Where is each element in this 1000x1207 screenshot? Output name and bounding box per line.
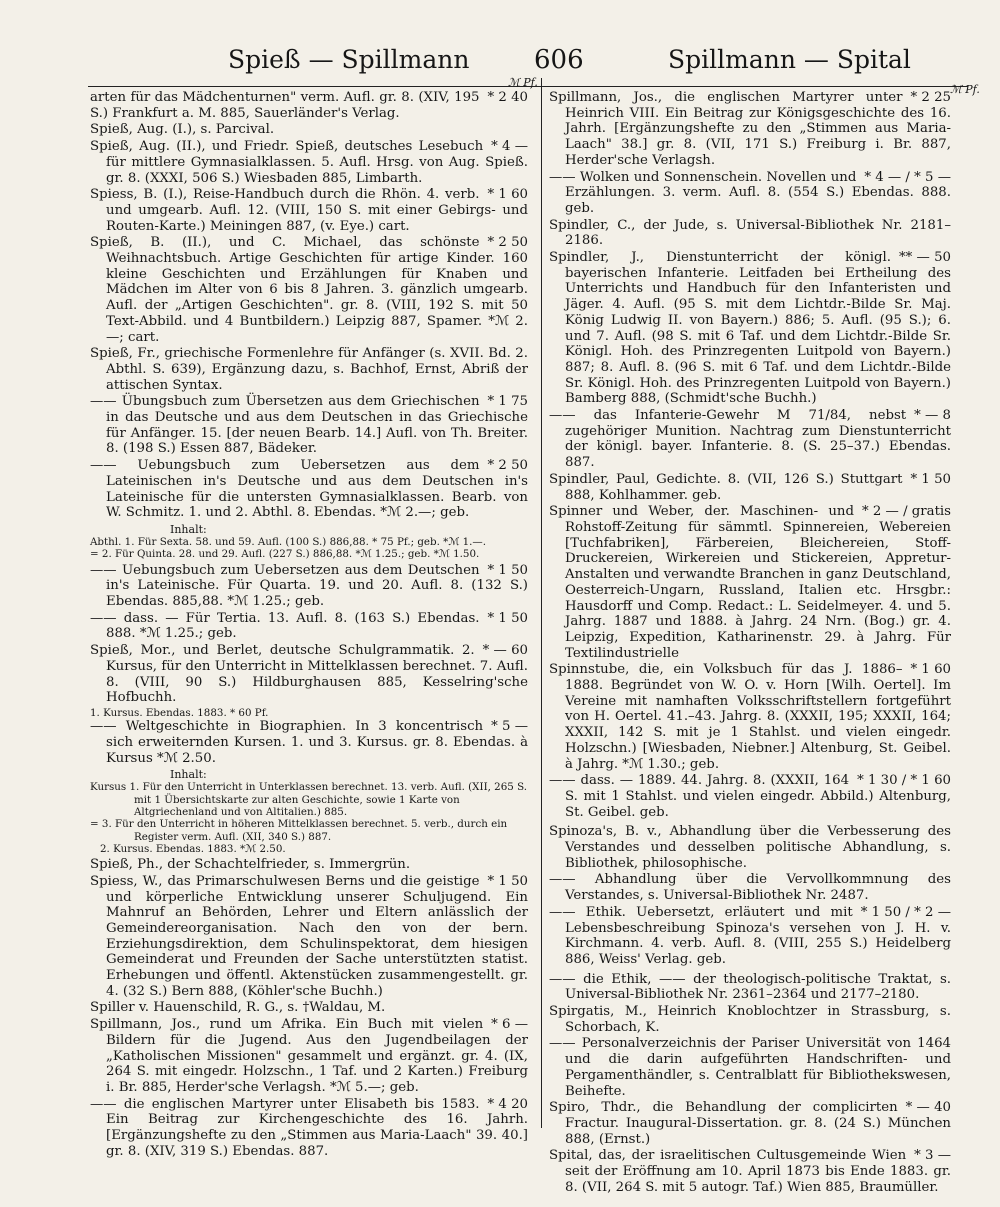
page-number: 606 (534, 45, 584, 75)
list-item: * 2 — / gratis Spinner und Weber, der. Maschinen- und Rohstoff-Zeitung für sämmtl. Spinnereien, Webereien [Tuchfabriken], Färbereien, Bleichereien, Stoff-Druckereien, Wirkereien und Stickereien, Appretur-Anstalten und verwandte Branchen in ganz Deutschland, Oesterreich-Ungarn, Russland, Italien etc. Hrsgbr.: Hausdorff und Comp. Redact.: L. Seidelmeyer. 4. und 5. Jahrg. 1887 und 1888. à Jahrg. 24 Nrn. (Bog.) gr. 4. Leipzig, Expedition, Katharinenstr. 29. à Jahrg. Für Textilindustrielle (549, 504, 951, 661)
list-item: * 3 — Spital, das, der israelitischen Cultusgemeinde Wien seit der Eröffnung am 10. April 1873 bis Ende 1883. gr. 8. (VII, 264 S. mit 5 autogr. Taf.) Wien 885, Braumüller. (549, 1148, 951, 1195)
contents-line: = 2. Für Quinta. 28. und 29. Aufl. (227 S.) 886,88. *ℳ 1.25.; geb. *ℳ 1.50. (90, 548, 480, 561)
list-item: * 2 50 Spieß, B. (II.), und C. Michael, das schönste Weihnachtsbuch. Artige Geschichten für artige Kinder. 160 kleine Geschichten und Erzählungen für Knaben und Mädchen im Alter von 6 bis 8 Jahren. 3. gänzlich umgearb. Aufl. der „Artigen Geschichten". gr. 8. (VIII, 192 S. mit 50 Text-Abbild. und 4 Buntbildern.) Leipzig 887, Spamer. *ℳ 2.—; cart. (90, 235, 528, 345)
list-item: Spinoza's, B. v., Abhandlung über die Verbesserung des Verstandes und desselben politische Abhandlung, s. Bibliothek, philosophische. (549, 824, 951, 871)
list-item: * 1 50 / * 2 — —— Ethik. Uebersetzt, erläutert und mit Lebensbeschreibung Spinoza's versehen von J. H. v. Kirchmann. 4. verb. Aufl. 8. (VIII, 255 S.) Heidelberg 886, Weiss' Verlag. geb. (549, 904, 951, 967)
right-column (549, 90, 951, 1197)
list-item: Spiller v. Hauenschild, R. G., s. †Waldau, M. (90, 1000, 386, 1016)
page-header (0, 45, 1000, 85)
contents-heading: Inhalt: (170, 768, 207, 782)
list-item: ** — 50 Spindler, J., Dienstunterricht der königl. bayerischen Infanterie. Leitfaden bei Ertheilung des Unterrichts und Handbuch für den Infanteristen und Jäger. 4. Aufl. (95 S. mit dem Lichtdr.-Bilde Sr. Maj. König Ludwig II. von Bayern.) 886; 5. Aufl. (95 S.); 6. und 7. Aufl. (98 S. mit 6 Taf. und dem Lichtdr.-Bilde Sr. Königl. Hoh. des Prinzregenten Luitpold von Bayern.) 887; 8. Aufl. 8. (96 S. mit 6 Taf. und dem Lichtdr.-Bilde Sr. Königl. Hoh. des Prinzregenten Luitpold von Bayern.) Bamberg 888, (Schmidt'sche Buchh.) (549, 250, 951, 407)
list-item: * 5 — —— Weltgeschichte in Biographien. In 3 koncentrisch sich erweiternden Kursen. 1. und 3. Kursus. gr. 8. Ebendas. à Kursus *ℳ 2.50. (90, 719, 528, 766)
list-item: Spirgatis, M., Heinrich Knoblochtzer in Strassburg, s. Schorbach, K. (549, 1004, 951, 1035)
currency-label-left: ℳ Pf. (508, 76, 538, 89)
list-item: * — 8 —— das Infanterie-Gewehr M 71/84, nebst zugehöriger Munition. Nachtrag zum Dienstunterricht der königl. bayer. Infanterie. 8. (S. 25–37.) Ebendas. 887. (549, 408, 951, 471)
contents-heading: Inhalt: (170, 522, 207, 536)
list-item: * 1 50 Spindler, Paul, Gedichte. 8. (VII, 126 S.) Stuttgart 888, Kohlhammer. geb. (549, 471, 951, 503)
list-item: Spieß, Fr., griechische Formenlehre für Anfänger (s. XVII. Bd. 2. Abthl. S. 639), Ergänzung dazu, s. Bachhof, Ernst, Abriß der attischen Syntax. (90, 346, 528, 393)
list-item: * 1 30 / * 1 60 —— dass. — 1889. 44. Jahrg. 8. (XXXII, 164 S. mit 1 Stahlst. und vielen eingedr. Abbild.) Altenburg, St. Geibel. geb. (549, 773, 951, 820)
list-item: * 4 — Spieß, Aug. (II.), und Friedr. Spieß, deutsches Lesebuch für mittlere Gymnasialklassen. 5. Aufl. Hrsg. von Aug. Spieß. gr. 8. (XXXI, 506 S.) Wiesbaden 885, Limbarth. (90, 139, 528, 186)
list-item: Spieß, Ph., der Schachtelfrieder, s. Immergrün. (90, 857, 411, 873)
list-item: —— Personalverzeichnis der Pariser Universität von 1464 und die darin aufgeführten Handschriften- und Pergamenthändler, s. Centralblatt für Bibliothekswesen, Beihefte. (549, 1036, 951, 1099)
left-column (90, 90, 528, 1160)
list-item: * 1 50 Spiess, W., das Primarschulwesen Berns und die geistige und körperliche Entwicklung unserer Schuljugend. Ein Mahnruf an Behörden, Lehrer und Eltern anlässlich der Gemeindereorganisation. Nach den von der bern. Erziehungsdirektion, dem Schulinspektorat, dem hiesigen Gemeinderat und Freunden der Sache unterstützten statist. Erhebungen und öffentl. Aktenstücken zusammengestellt. gr. 4. (32 S.) Bern 888, (Köhler'sche Buchh.) (90, 873, 528, 999)
list-item: —— die Ethik, —— der theologisch-politische Traktat, s. Universal-Bibliothek Nr. 2361–2364 und 2177–2180. (549, 971, 951, 1003)
list-item: * 4 — / * 5 — —— Wolken und Sonnenschein. Novellen und Erzählungen. 3. verm. Aufl. 8. (554 S.) Ebendas. 888. geb. (549, 169, 951, 216)
list-item: * 1 60 Spiess, B. (I.), Reise-Handbuch durch die Rhön. 4. verb. und umgearb. Aufl. 12. (VIII, 150 S. mit einer Gebirgs- und Routen-Karte.) Meiningen 887, (v. Eye.) cart. (90, 187, 528, 234)
list-item: * 1 75 —— Übungsbuch zum Übersetzen aus dem Griechischen in das Deutsche und aus dem Deutschen in das Griechische für Anfänger. 15. [der neuen Bearb. 14.] Aufl. von Th. Breiter. 8. (198 S.) Essen 887, Bädeker. (90, 394, 528, 457)
list-item: * 4 20 —— die englischen Martyrer unter Elisabeth bis 1583. Ein Beitrag zur Kirchengeschichte des 16. Jahrh. [Ergänzungshefte zu den „Stimmen aus Maria-Laach" 39. 40.] gr. 8. (XIV, 319 S.) Ebendas. 887. (90, 1096, 528, 1159)
list-item: * 1 50 —— dass. — Für Tertia. 13. Aufl. 8. (163 S.) Ebendas. 888. *ℳ 1.25.; geb. (90, 610, 528, 642)
list-item: Spindler, C., der Jude, s. Universal-Bibliothek Nr. 2181–2186. (549, 217, 951, 249)
list-item: * — 40 Spiro, Thdr., die Behandlung der complicirten Fractur. Inaugural-Dissertation. gr. 8. (24 S.) München 888, (Ernst.) (549, 1100, 951, 1147)
list-item: * 1 50 —— Uebungsbuch zum Uebersetzen aus dem Deutschen in's Lateinische. Für Quarta. 19. und 20. Aufl. 8. (132 S.) Ebendas. 885,88. *ℳ 1.25.; geb. (90, 562, 528, 609)
list-item: * 6 — Spillmann, Jos., rund um Afrika. Ein Buch mit vielen Bildern für die Jugend. Aus den Jugendbeilagen der „Katholischen Missionen" gesammelt und ergänzt. gr. 4. (IX, 264 S. mit eingedr. Holzschn., 1 Taf. und 2 Karten.) Freiburg i. Br. 885, Herder'sche Verlagsh. *ℳ 5.—; geb. (90, 1017, 528, 1095)
list-item: * 1 60 Spinnstube, die, ein Volksbuch für das J. 1886–1888. Begründet von W. O. v. Horn [Wilh. Oertel]. Im Vereine mit namhaften Volksschriftstellern fortgeführt von H. Oertel. 41.–43. Jahrg. 8. (XXXII, 195; XXXII, 164; XXXII, 142 S. mit je 1 Stahlst. und vielen eingedr. Holzschn.) [Wiesbaden, Niebner.] Altenburg, St. Geibel. à Jahrg. *ℳ 1.30.; geb. (549, 662, 951, 772)
list-item: * 2 50 —— Uebungsbuch zum Uebersetzen aus dem Lateinischen in's Deutsche und aus dem Deutschen in's Lateinische für die untersten Gymnasialklassen. Bearb. von W. Schmitz. 1. und 2. Abthl. 8. Ebendas. *ℳ 2.—; geb. (90, 458, 528, 521)
header-left-title: Spieß — Spillmann (228, 45, 470, 74)
contents-line: 2. Kursus. Ebendas. 1883. *ℳ 2.50. (100, 842, 286, 855)
contents-block (90, 768, 528, 855)
list-item: Spieß, Aug. (I.), s. Parcival. (90, 122, 275, 138)
header-right-title: Spillmann — Spital (668, 45, 911, 74)
contents-block (90, 523, 528, 561)
column-divider (541, 78, 542, 1128)
currency-label-right: ℳ Pf. (950, 83, 980, 96)
contents-line: Abthl. 1. Für Sexta. 58. und 59. Aufl. (100 S.) 886,88. * 75 Pf.; geb. *ℳ 1.—. (90, 535, 486, 548)
list-item: * — 60 Spieß, Mor., und Berlet, deutsche Schulgrammatik. 2. Kursus, für den Unterricht in Mittelklassen berechnet. 7. Aufl. 8. (VIII, 90 S.) Hildburghausen 885, Kesselring'sche Hofbuchh. (90, 643, 528, 706)
list-item: —— Abhandlung über die Vervollkommnung des Verstandes, s. Universal-Bibliothek Nr. 2487. (549, 872, 951, 904)
contents-line: Kursus 1. Für den Unterricht in Unterklassen berechnet. 13. verb. Aufl. (XII, 265 S. mit 1 Übersichtskarte zur alten Geschichte, sowie 1 Karte von Altgriechenland und von Altitalien.) 885. (90, 781, 528, 818)
list-item: * 2 40 arten für das Mädchenturnen" verm. Aufl. gr. 8. (XIV, 195 S.) Frankfurt a. M. 885, Sauerländer's Verlag. (90, 90, 528, 121)
contents-line: = 3. Für den Unterricht in höheren Mittelklassen berechnet. 5. verb., durch ein Register verm. Aufl. (XII, 340 S.) 887. (90, 818, 508, 843)
contents-line: 1. Kursus. Ebendas. 1883. * 60 Pf. (90, 706, 269, 719)
list-item: * 2 25 Spillmann, Jos., die englischen Martyrer unter Heinrich VIII. Ein Beitrag zur Königsgeschichte des 16. Jahrh. [Ergänzungshefte zu den „Stimmen aus Maria-Laach" 38.] gr. 8. (VII, 171 S.) Freiburg i. Br. 887, Herder'sche Verlagsh. (549, 90, 951, 168)
